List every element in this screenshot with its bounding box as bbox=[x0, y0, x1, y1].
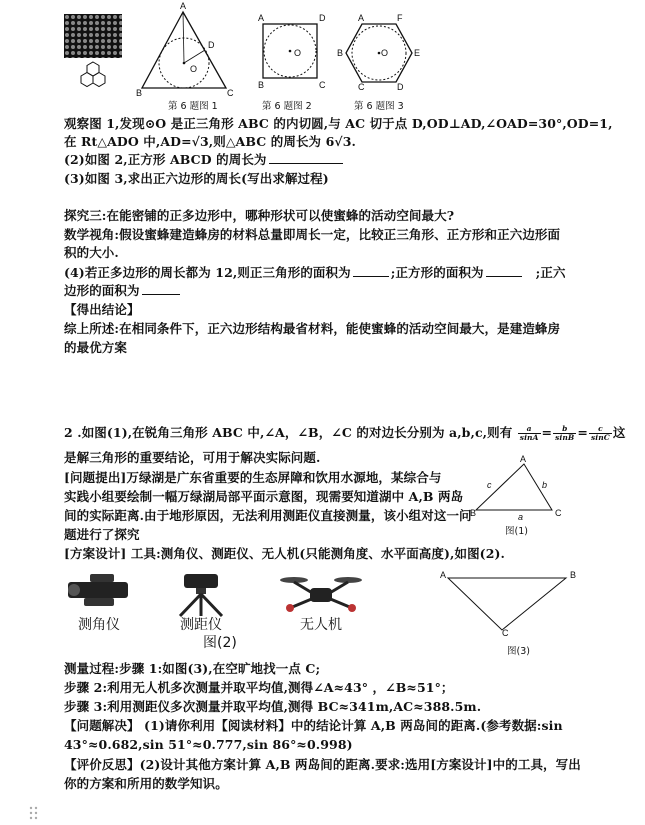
fig1-label-c: C bbox=[555, 508, 562, 518]
hex-label-c: C bbox=[358, 82, 365, 92]
solve-line1: 【问题解决】 (1)请你利用【阅读材料】中的结论计算 A,B 两岛间的距离.(参考数据:sin bbox=[64, 718, 563, 733]
tri-label-c: C bbox=[227, 88, 234, 98]
p2-line1-end: 这 bbox=[612, 425, 626, 440]
p2-line3: [问题提出]万绿湖是广东省重要的生态屏障和饮用水源地，某综合与 bbox=[64, 470, 442, 485]
s2-q4-text-c: ;正六 bbox=[535, 265, 566, 280]
s2-line2: 数学视角:假设蜜蜂建造蜂房的材料总量即周长一定，比较正三角形、正方形和正六边形面 bbox=[64, 227, 561, 242]
tri-label-d: D bbox=[208, 40, 215, 50]
fig3-label-c: C bbox=[502, 628, 509, 638]
figure-square-incircle bbox=[255, 18, 325, 88]
answer-blank[interactable] bbox=[486, 276, 522, 277]
fig1-label-a: A bbox=[520, 454, 527, 464]
s2-q4-text-b: ;正方形的面积为 bbox=[390, 265, 484, 280]
hex-label-b: B bbox=[337, 48, 344, 58]
caption-fig1: 第 6 题图 1 bbox=[168, 101, 218, 112]
fig2-caption: 图(2) bbox=[203, 635, 237, 651]
fig1-label-c-side: c bbox=[487, 480, 492, 490]
answer-blank[interactable] bbox=[353, 276, 389, 277]
tri-label-a: A bbox=[180, 1, 187, 11]
tool-label-rangefinder: 测距仪 bbox=[180, 617, 222, 633]
hex-label-o: O bbox=[381, 48, 389, 58]
hex-label-f: F bbox=[397, 13, 403, 23]
p2-line2: 是解三角形的重要结论，可用于解决实际问题. bbox=[64, 450, 321, 465]
p2-line5: 间的实际距离.由于地形原因，无法利用测距仪直接测量，该小组对这一问 bbox=[64, 508, 472, 523]
s2-line1: 探究三:在能密铺的正多边形中，哪种形状可以使蜜蜂的活动空间最大? bbox=[64, 208, 455, 223]
answer-blank[interactable] bbox=[142, 294, 180, 295]
caption-fig3: 第 6 题图 3 bbox=[354, 101, 404, 112]
tool-label-angle-meter: 测角仪 bbox=[78, 617, 120, 633]
hex-label-a: A bbox=[358, 13, 365, 23]
s1-q2-text: (2)如图 2,正方形 ABCD 的周长为 bbox=[64, 152, 267, 167]
drag-handle-icon[interactable] bbox=[28, 806, 40, 820]
p2-line4: 实践小组要绘制一幅万绿湖局部平面示意图，现需要知道湖中 A,B 两岛 bbox=[64, 489, 464, 504]
s1-q2 bbox=[64, 151, 343, 168]
fig1-label-b: B bbox=[470, 508, 477, 518]
fraction-a-sina: $\frac{a}{\sin A}$ bbox=[519, 424, 539, 442]
reflect-line1: 【评价反思】(2)设计其他方案计算 A,B 两岛间的距离.要求:选用[方案设计]中的工具，写出 bbox=[64, 757, 581, 772]
sq-label-c: C bbox=[319, 80, 326, 90]
reflect-line2: 你的方案和所用的数学知识。 bbox=[64, 776, 228, 791]
fig3-caption: 图(3) bbox=[507, 646, 530, 657]
s1-line1: 观察图 1,发现⊙O 是正三角形 ABC 的内切圆,与 AC 切于点 D,OD⊥AD,∠OAD=30°,OD=1, bbox=[64, 116, 613, 131]
conclusion-heading: 【得出结论】 bbox=[64, 302, 140, 317]
fig1-label-b-side: b bbox=[542, 480, 548, 490]
tri-label-b: B bbox=[136, 88, 143, 98]
sq-label-b: B bbox=[258, 80, 265, 90]
rangefinder-icon bbox=[172, 570, 232, 618]
p2-line1-text: 2 .如图(1),在锐角三角形 ABC 中,∠A，∠B，∠C 的对边长分别为 a,b,c,则有 bbox=[64, 425, 513, 440]
figure-hexagon-incircle bbox=[340, 18, 420, 90]
s1-q3: (3)如图 3,求出正六边形的周长(写出求解过程) bbox=[64, 171, 329, 186]
answer-blank[interactable] bbox=[269, 163, 343, 164]
fraction-c-sinc: $\frac{c}{\sin C}$ bbox=[590, 424, 610, 442]
p2-line7: [方案设计] 工具:测角仪、测距仪、无人机(只能测角度、水平面高度),如图(2). bbox=[64, 546, 505, 561]
caption-fig2: 第 6 题图 2 bbox=[262, 101, 312, 112]
sq-label-d: D bbox=[319, 13, 326, 23]
drone-icon bbox=[278, 572, 364, 614]
s2-q4-text-d: 边形的面积为 bbox=[64, 283, 140, 298]
tri-label-o: O bbox=[190, 64, 198, 74]
hex-label-d: D bbox=[397, 82, 404, 92]
solve-line2: 43°≈0.682,sin 51°≈0.777,sin 86°≈0.998) bbox=[64, 737, 353, 752]
fig1-label-a-side: a bbox=[518, 512, 524, 522]
fig3-label-a: A bbox=[440, 570, 447, 580]
step3: 步骤 3:利用测距仪多次测量并取平均值,测得 BC≈341m,AC≈388.5m. bbox=[64, 699, 482, 714]
s2-line3: 积的大小. bbox=[64, 245, 119, 260]
step1: 测量过程:步骤 1:如图(3),在空旷地找一点 C; bbox=[64, 661, 321, 676]
s2-q4-line2 bbox=[64, 282, 180, 299]
p2-line6: 题进行了探究 bbox=[64, 527, 140, 542]
fig3-label-b: B bbox=[570, 570, 577, 580]
tool-label-drone: 无人机 bbox=[300, 617, 342, 633]
sq-label-a: A bbox=[258, 13, 265, 23]
angle-meter-icon bbox=[64, 572, 134, 612]
hex-label-e: E bbox=[414, 48, 421, 58]
step2: 步骤 2:利用无人机多次测量并取平均值,测得∠A≈43° ，∠B≈51°； bbox=[64, 680, 454, 695]
conclusion-line2: 的最优方案 bbox=[64, 340, 128, 355]
fig1-caption: 图(1) bbox=[505, 526, 528, 537]
s2-q4 bbox=[64, 264, 566, 281]
honeycomb-figure bbox=[64, 14, 124, 89]
fraction-b-sinb: $\frac{b}{\sin B}$ bbox=[555, 424, 575, 442]
conclusion-line1: 综上所述:在相同条件下，正六边形结构最省材料，能使蜜蜂的活动空间最大，是建造蜂房 bbox=[64, 321, 561, 336]
s2-q4-text-a: (4)若正多边形的周长都为 12,则正三角形的面积为 bbox=[64, 265, 351, 280]
figure-triangle-incircle bbox=[138, 4, 248, 96]
sq-label-o: O bbox=[294, 48, 302, 58]
p2-line1: 2 .如图(1),在锐角三角形 ABC 中,∠A，∠B，∠C 的对边长分别为 a,b,c,则有 $\frac{a}{\sin A}$ = $\frac{b}{\sin B}$ = $\frac{c}{\sin C}$ 这 bbox=[64, 424, 626, 442]
s1-line2: 在 Rt△ADO 中,AD=√3,则△ABC 的周长为 6√3. bbox=[64, 134, 356, 149]
